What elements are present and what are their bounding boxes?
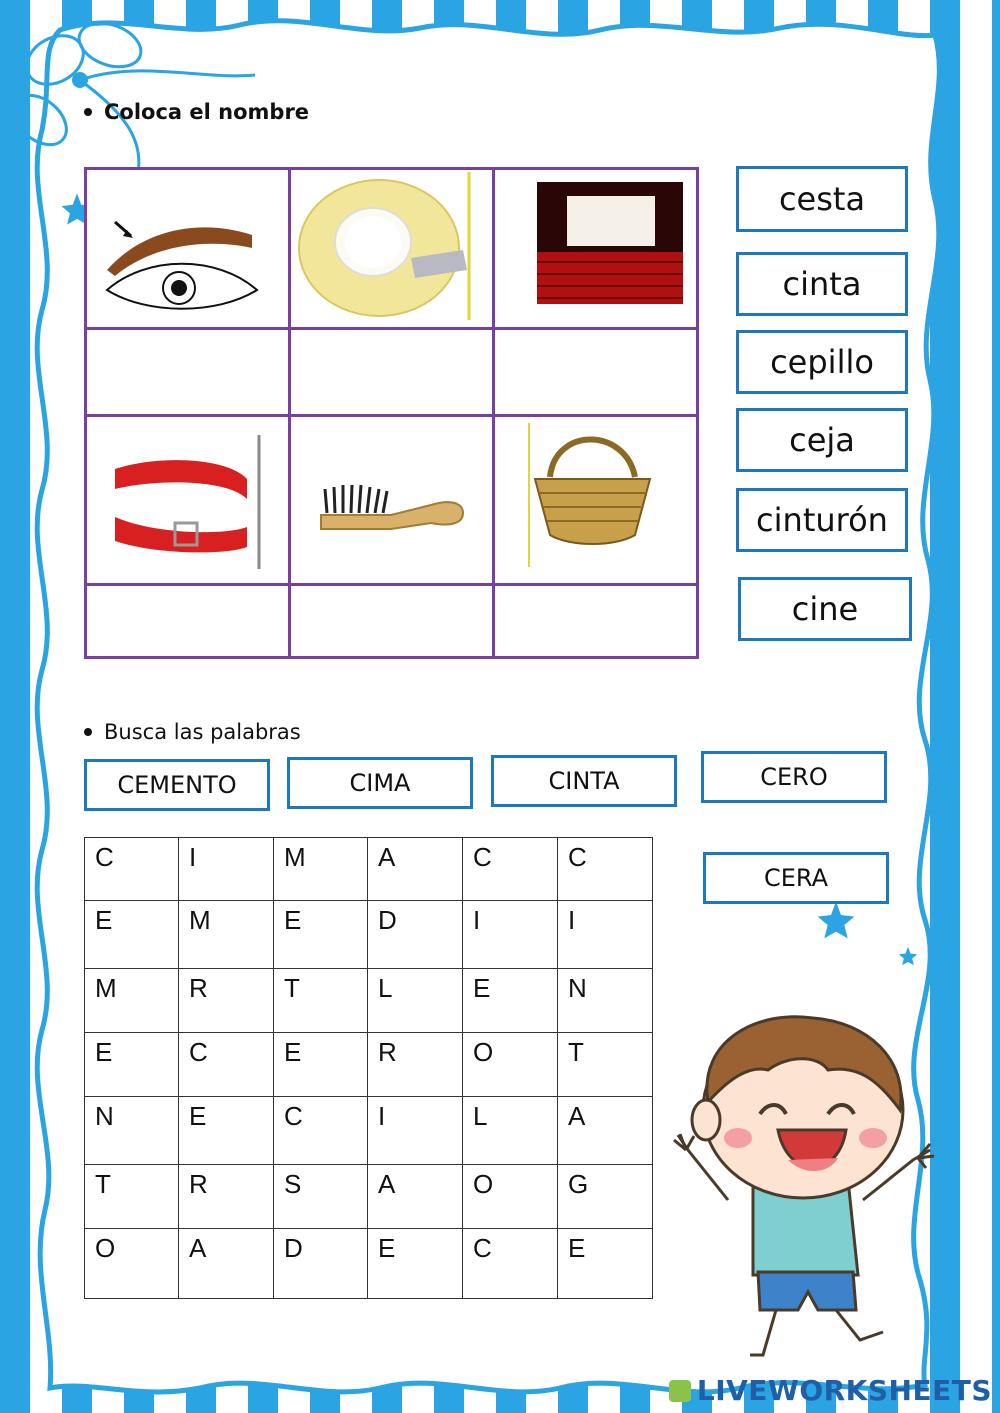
word-search-cell[interactable]: G: [557, 1164, 653, 1230]
section-title-busca: Busca las palabras: [84, 720, 301, 744]
word-search-cell[interactable]: L: [462, 1096, 559, 1166]
word-search-cell[interactable]: A: [178, 1228, 275, 1299]
word-search-cell[interactable]: M: [84, 968, 180, 1034]
word-search-cell[interactable]: C: [462, 837, 559, 902]
word-search-cell[interactable]: A: [367, 837, 464, 902]
word-search-cell[interactable]: E: [462, 968, 559, 1034]
bullet-icon: [84, 108, 92, 116]
word-search-cell[interactable]: N: [557, 968, 653, 1034]
liveworksheets-logo: LIVEWORKSHEETS: [669, 1374, 992, 1407]
word-search-cell[interactable]: R: [178, 1164, 275, 1230]
word-cinturon[interactable]: cinturón: [736, 488, 908, 552]
word-search-cell[interactable]: O: [462, 1164, 559, 1230]
answer-cell[interactable]: [492, 583, 699, 659]
search-word-cera: CERA: [703, 852, 889, 904]
word-search-cell[interactable]: E: [273, 1032, 369, 1098]
word-search-cell[interactable]: S: [273, 1164, 369, 1230]
word-search-cell[interactable]: A: [557, 1096, 653, 1166]
word-search-cell[interactable]: D: [273, 1228, 369, 1299]
picture-cell-basket: [492, 414, 699, 586]
search-word-cinta: CINTA: [491, 755, 677, 807]
belt-icon: [87, 417, 287, 582]
word-search-cell[interactable]: E: [84, 1032, 180, 1098]
word-search-cell[interactable]: E: [178, 1096, 275, 1166]
word-search-cell[interactable]: T: [84, 1164, 180, 1230]
tape-roll-icon: [291, 170, 491, 325]
section-title-coloca: Coloca el nombre: [84, 100, 309, 124]
star-icon: [816, 900, 856, 940]
word-search-cell[interactable]: E: [557, 1228, 653, 1299]
search-word-cero: CERO: [701, 751, 887, 803]
basket-icon: [495, 417, 695, 582]
word-ceja[interactable]: ceja: [736, 408, 908, 472]
picture-cell-cinema: [492, 167, 699, 330]
word-search-cell[interactable]: M: [273, 837, 369, 902]
word-search-cell[interactable]: R: [367, 1032, 464, 1098]
answer-cell[interactable]: [84, 327, 291, 417]
bullet-icon: [84, 728, 92, 736]
word-search-cell[interactable]: E: [367, 1228, 464, 1299]
word-search-cell[interactable]: C: [557, 837, 653, 902]
word-search-cell[interactable]: C: [462, 1228, 559, 1299]
picture-cell-belt: [84, 414, 291, 586]
picture-cell-brush: [288, 414, 495, 586]
word-cepillo[interactable]: cepillo: [736, 330, 908, 394]
word-search-cell[interactable]: I: [462, 900, 559, 970]
word-search-cell[interactable]: E: [84, 900, 180, 970]
word-search-cell[interactable]: C: [84, 837, 180, 902]
word-search-cell[interactable]: O: [84, 1228, 180, 1299]
brush-icon: [291, 417, 491, 582]
star-icon: [898, 946, 918, 966]
word-cesta[interactable]: cesta: [736, 166, 908, 232]
word-cinta[interactable]: cinta: [736, 252, 908, 316]
word-search-cell[interactable]: R: [178, 968, 275, 1034]
word-search-cell[interactable]: C: [273, 1096, 369, 1166]
word-search-cell[interactable]: C: [178, 1032, 275, 1098]
word-search-cell[interactable]: L: [367, 968, 464, 1034]
word-search-grid: [84, 837, 651, 1299]
word-search-cell[interactable]: I: [367, 1096, 464, 1166]
word-search-cell[interactable]: M: [178, 900, 275, 970]
word-search-cell[interactable]: I: [557, 900, 653, 970]
word-search-cell[interactable]: E: [273, 900, 369, 970]
picture-cell-eyebrow: [84, 167, 291, 330]
search-word-cemento: CEMENTO: [84, 759, 270, 811]
answer-cell[interactable]: [492, 327, 699, 417]
happy-kid-illustration: [668, 1010, 938, 1385]
answer-cell[interactable]: [84, 583, 291, 659]
word-cine[interactable]: cine: [738, 577, 912, 641]
cinema-icon: [495, 170, 695, 325]
eyebrow-icon: [87, 170, 287, 320]
word-search-cell[interactable]: N: [84, 1096, 180, 1166]
answer-cell[interactable]: [288, 583, 495, 659]
word-search-cell[interactable]: T: [273, 968, 369, 1034]
word-search-cell[interactable]: D: [367, 900, 464, 970]
word-search-cell[interactable]: O: [462, 1032, 559, 1098]
word-search-cell[interactable]: I: [178, 837, 275, 902]
search-word-cima: CIMA: [287, 757, 473, 809]
liveworksheets-logo-icon: [669, 1380, 691, 1402]
word-search-cell[interactable]: T: [557, 1032, 653, 1098]
word-search-cell[interactable]: A: [367, 1164, 464, 1230]
picture-cell-tape: [288, 167, 495, 330]
answer-cell[interactable]: [288, 327, 495, 417]
